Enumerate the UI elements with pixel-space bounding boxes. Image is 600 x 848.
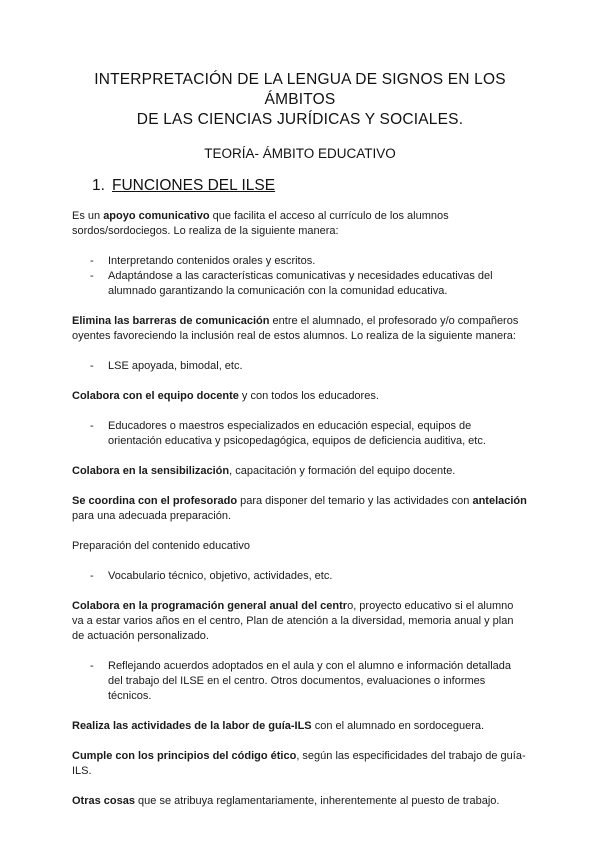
dash-bullet: - (90, 270, 94, 282)
list-item (72, 659, 528, 704)
bold-term: Colabora en la programación general anual del centr (72, 600, 348, 612)
list-item (72, 269, 528, 299)
list-item-text: Interpretando contenidos orales y escritos. (108, 255, 316, 267)
paragraph-guia-ils (72, 719, 528, 734)
list-manera-2 (72, 359, 528, 374)
list-manera-1 (72, 254, 528, 299)
dash-bullet: - (90, 570, 94, 582)
paragraph-sensibilizacion (72, 464, 528, 479)
list-educadores (72, 419, 528, 449)
list-item-text: LSE apoyada, bimodal, etc. (108, 360, 243, 372)
title-line-1: INTERPRETACIÓN DE LA LENGUA DE SIGNOS EN LOS ÁMBITOS (94, 71, 506, 108)
paragraph-text: , según las especificidades del trabajo de guía-ILS. (72, 750, 526, 777)
bold-term: antelación (472, 495, 527, 507)
paragraph-text: o, proyecto educativo si el alumno va a estar varios años en el centro, Plan de atención a la diversidad, memoria anual y plan de actuación personalizado. (72, 600, 514, 642)
paragraph-text: con el alumnado en sordoceguera. (311, 720, 485, 732)
paragraph-codigo-etico (72, 749, 528, 779)
document-subtitle: TEORÍA- ÁMBITO EDUCATIVO (204, 146, 396, 161)
paragraph-otras-cosas (72, 794, 528, 809)
paragraph-programacion (72, 599, 528, 644)
list-item-text: Educadores o maestros especializados en educación especial, equipos de orientación educativa y psicopedagógica, equipos de deficiencia auditiva, etc. (108, 420, 486, 447)
list-item-text: Adaptándose a las características comunicativas y necesidades educativas del alumnado garantizando la comunicación con la comunidad educativa. (108, 270, 493, 297)
paragraph-preparacion: Preparación del contenido educativo (72, 540, 250, 552)
dash-bullet: - (90, 660, 94, 672)
paragraph-text: para una adecuada preparación. (72, 510, 232, 522)
paragraph-text: que se atribuya reglamentariamente, inherentemente al puesto de trabajo. (134, 795, 500, 807)
bold-term: Otras cosas (72, 795, 135, 807)
bold-term: Cumple con los principios del código ético (72, 750, 297, 762)
paragraph-barreras (72, 314, 528, 344)
bold-term: Colabora en la sensibilización (72, 465, 230, 477)
list-item (72, 419, 528, 449)
list-item-text: Vocabulario técnico, objetivo, actividades, etc. (108, 570, 333, 582)
dash-bullet: - (90, 420, 94, 432)
paragraph-text: , capacitación y formación del equipo docente. (229, 465, 456, 477)
paragraph-equipo-docente (72, 389, 528, 404)
list-vocabulario (72, 569, 528, 584)
paragraph-text: para disponer del temario y las actividades con (237, 495, 473, 507)
dash-bullet: - (90, 255, 94, 267)
bold-term: apoyo comunicativo (103, 210, 210, 222)
dash-bullet: - (90, 360, 94, 372)
list-item-text: Reflejando acuerdos adoptados en el aula y con el alumno e información detallada del trabajo del ILSE en el centro. Otros documentos, evaluaciones o informes técnicos. (108, 660, 511, 702)
paragraph-text: entre el alumnado, el profesorado y/o compañeros oyentes favoreciendo la inclusión real de estos alumnos. Lo realiza de la siguiente manera: (72, 315, 519, 342)
list-acuerdos (72, 659, 528, 704)
bold-term: Realiza las actividades de la labor de guía-ILS (72, 720, 312, 732)
section-label: FUNCIONES DEL ILSE (112, 177, 276, 194)
section-heading (72, 177, 528, 195)
bold-term: Colabora con el equipo docente (72, 390, 239, 402)
section-number: 1. (92, 177, 105, 194)
document-title (72, 70, 528, 130)
title-line-2: DE LAS CIENCIAS JURÍDICAS Y SOCIALES. (136, 111, 464, 128)
paragraph-profesorado (72, 494, 528, 524)
paragraph-text: Es un (72, 210, 104, 222)
paragraph-apoyo (72, 209, 528, 239)
paragraph-text: y con todos los educadores. (238, 390, 379, 402)
bold-term: Elimina las barreras de comunicación (72, 315, 270, 327)
list-item (72, 569, 528, 584)
list-item (72, 254, 528, 269)
list-item (72, 359, 528, 374)
paragraph-text: que facilita el acceso al currículo de los alumnos sordos/sordociegos. Lo realiza de la siguiente manera: (72, 210, 449, 237)
bold-term: Se coordina con el profesorado (72, 495, 238, 507)
